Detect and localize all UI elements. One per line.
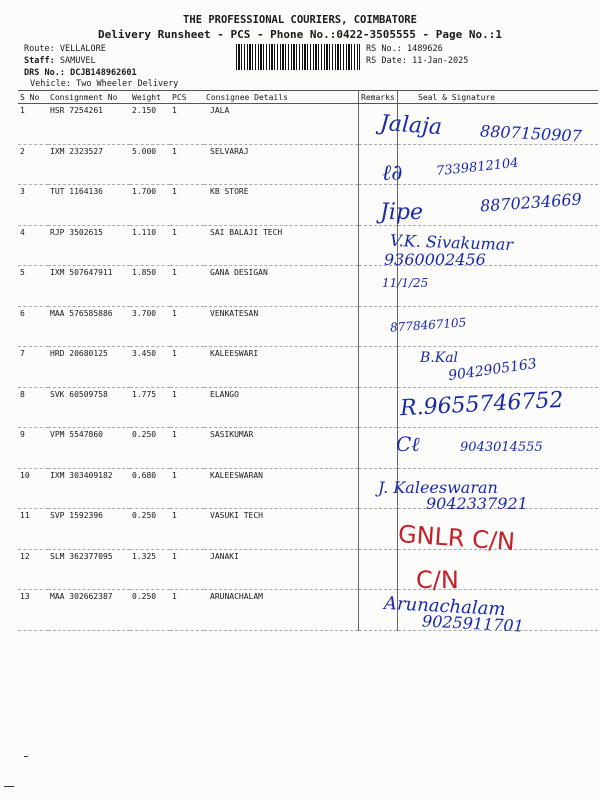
cell-pcs: 1 — [170, 549, 204, 590]
cell-weight: 0.250 — [130, 428, 170, 469]
cell-consignee: SELVARAJ — [204, 144, 359, 185]
cell-consignee: JANAKI — [204, 549, 359, 590]
phone-4: 9360002456 — [384, 250, 486, 269]
cell-sno: 10 — [18, 468, 48, 509]
table-row — [18, 266, 598, 307]
cell-weight: 1.110 — [130, 225, 170, 266]
col-signature: Seal & Signature — [398, 91, 599, 104]
barcode — [236, 44, 360, 70]
cell-pcs: 1 — [170, 144, 204, 185]
signature-13: Arunachalam — [383, 592, 506, 621]
cell-sno: 3 — [18, 185, 48, 226]
rs-date-label: RS Date: — [366, 56, 407, 66]
drs-value: DCJB148962601 — [70, 68, 137, 78]
staff-value: SAMUVEL — [59, 56, 96, 66]
cell-weight: 3.700 — [130, 306, 170, 347]
signature-3: Jipe — [380, 200, 423, 225]
rs-date-value: 11-Jan-2025 — [412, 56, 469, 66]
rs-no-label: RS No.: — [366, 44, 402, 54]
cell-sno: 8 — [18, 387, 48, 428]
phone-2: 7339812104 — [435, 155, 520, 180]
table-header-row — [18, 91, 598, 104]
col-consignment: Consignment No — [48, 91, 130, 104]
phone-9: 9043014555 — [460, 440, 543, 455]
remark-12: C/N — [416, 566, 459, 594]
rs-no-value: 1489626 — [406, 44, 443, 54]
cell-consignee: VASUKI TECH — [204, 509, 359, 550]
route-label: Route: — [24, 44, 55, 54]
cell-weight: 1.700 — [130, 185, 170, 226]
cell-pcs: 1 — [170, 428, 204, 469]
cell-consignee: GANA DESIGAN — [204, 266, 359, 307]
cell-consignment: RJP 3502615 — [48, 225, 130, 266]
signature-2: ℓ∂ — [382, 161, 403, 186]
runsheet-subtitle: Delivery Runsheet - PCS - Phone No.:0422-3505555 - Page No.:1 — [98, 28, 502, 41]
drs-label: DRS No.: — [24, 68, 65, 78]
cell-pcs: 1 — [170, 266, 204, 307]
scan-mark — [4, 786, 14, 787]
cell-consignee: JALA — [204, 104, 359, 145]
cell-remarks — [359, 387, 398, 428]
vehicle-value: Two Wheeler Delivery — [76, 79, 179, 89]
signature-10: J. Kaleeswaran — [378, 478, 498, 497]
col-weight: Weight — [130, 91, 170, 104]
cell-consignment: IXM 303409182 — [48, 468, 130, 509]
scan-mark — [24, 756, 28, 757]
signature-1: Jalaja — [379, 110, 443, 141]
cell-weight: 0.680 — [130, 468, 170, 509]
cell-consignment: MAA 302662387 — [48, 590, 130, 631]
drs-line — [24, 68, 137, 78]
cell-sno: 7 — [18, 347, 48, 388]
cell-pcs: 1 — [170, 306, 204, 347]
phone-8: R.9655746752 — [399, 387, 565, 422]
cell-pcs: 1 — [170, 387, 204, 428]
cell-sno: 11 — [18, 509, 48, 550]
cell-consignment: IXM 507647911 — [48, 266, 130, 307]
cell-remarks — [359, 549, 398, 590]
cell-sno: 2 — [18, 144, 48, 185]
cell-pcs: 1 — [170, 347, 204, 388]
cell-sno: 4 — [18, 225, 48, 266]
phone-1: 8807150907 — [479, 121, 583, 146]
vehicle-label: Vehicle: — [30, 79, 71, 89]
phone-13: 9025911701 — [421, 611, 525, 636]
cell-consignment: HRD 20680125 — [48, 347, 130, 388]
cell-sno: 1 — [18, 104, 48, 145]
cell-weight: 3.450 — [130, 347, 170, 388]
staff-label: Staff: — [24, 56, 55, 66]
cell-weight: 0.250 — [130, 590, 170, 631]
cell-consignee: KALEESWARI — [204, 347, 359, 388]
cell-consignee: ARUNACHALAM — [204, 590, 359, 631]
cell-consignment: MAA 576585886 — [48, 306, 130, 347]
cell-consignment: SVP 1592396 — [48, 509, 130, 550]
cell-sno: 13 — [18, 590, 48, 631]
cell-consignee: VENKATESAN — [204, 306, 359, 347]
cell-sno: 9 — [18, 428, 48, 469]
cell-consignee: SASIKUMAR — [204, 428, 359, 469]
cell-remarks — [359, 509, 398, 550]
cell-pcs: 1 — [170, 468, 204, 509]
cell-pcs: 1 — [170, 509, 204, 550]
cell-consignment: SVK 60509758 — [48, 387, 130, 428]
cell-weight: 1.325 — [130, 549, 170, 590]
phone-7: 9042905163 — [447, 355, 538, 385]
cell-sno: 12 — [18, 549, 48, 590]
cell-consignment: TUT 1164136 — [48, 185, 130, 226]
cell-pcs: 1 — [170, 104, 204, 145]
remark-11: GNLR C/N — [397, 519, 516, 557]
cell-consignment: SLM 362377095 — [48, 549, 130, 590]
date-5: 11/1/25 — [382, 276, 429, 290]
cell-consignee: KALEESWARAN — [204, 468, 359, 509]
cell-consignee: SAI BALAJI TECH — [204, 225, 359, 266]
cell-weight: 1.775 — [130, 387, 170, 428]
signature-7: B.Kal — [420, 350, 459, 366]
signature-9: Cℓ — [396, 432, 420, 456]
phone-3: 8870234669 — [479, 189, 583, 216]
cell-pcs: 1 — [170, 185, 204, 226]
col-sno: S No — [18, 91, 48, 104]
rs-date-line — [366, 56, 468, 66]
cell-weight: 5.000 — [130, 144, 170, 185]
cell-consignment: HSR 7254261 — [48, 104, 130, 145]
cell-remarks — [359, 347, 398, 388]
col-pcs: PCS — [170, 91, 204, 104]
cell-consignee: ELANGO — [204, 387, 359, 428]
route-line — [24, 44, 106, 54]
cell-weight: 2.150 — [130, 104, 170, 145]
cell-pcs: 1 — [170, 590, 204, 631]
company-title: THE PROFESSIONAL COURIERS, COIMBATORE — [183, 14, 417, 26]
cell-weight: 1.850 — [130, 266, 170, 307]
col-remarks: Remarks — [359, 91, 398, 104]
cell-sno: 6 — [18, 306, 48, 347]
table-row — [18, 306, 598, 347]
route-value: VELLALORE — [59, 44, 106, 54]
cell-pcs: 1 — [170, 225, 204, 266]
col-consignee: Consignee Details — [204, 91, 359, 104]
staff-line — [24, 56, 96, 66]
cell-sno: 5 — [18, 266, 48, 307]
signature-4: V.K. Sivakumar — [389, 230, 514, 255]
phone-6: 8778467105 — [389, 315, 467, 335]
rs-no-line — [366, 44, 443, 54]
cell-remarks — [359, 428, 398, 469]
vehicle-line — [30, 79, 178, 89]
cell-consignee: KB STORE — [204, 185, 359, 226]
phone-10: 9042337921 — [426, 494, 528, 513]
cell-weight: 0.250 — [130, 509, 170, 550]
cell-consignment: IXM 2323527 — [48, 144, 130, 185]
cell-consignment: VPM 5547860 — [48, 428, 130, 469]
